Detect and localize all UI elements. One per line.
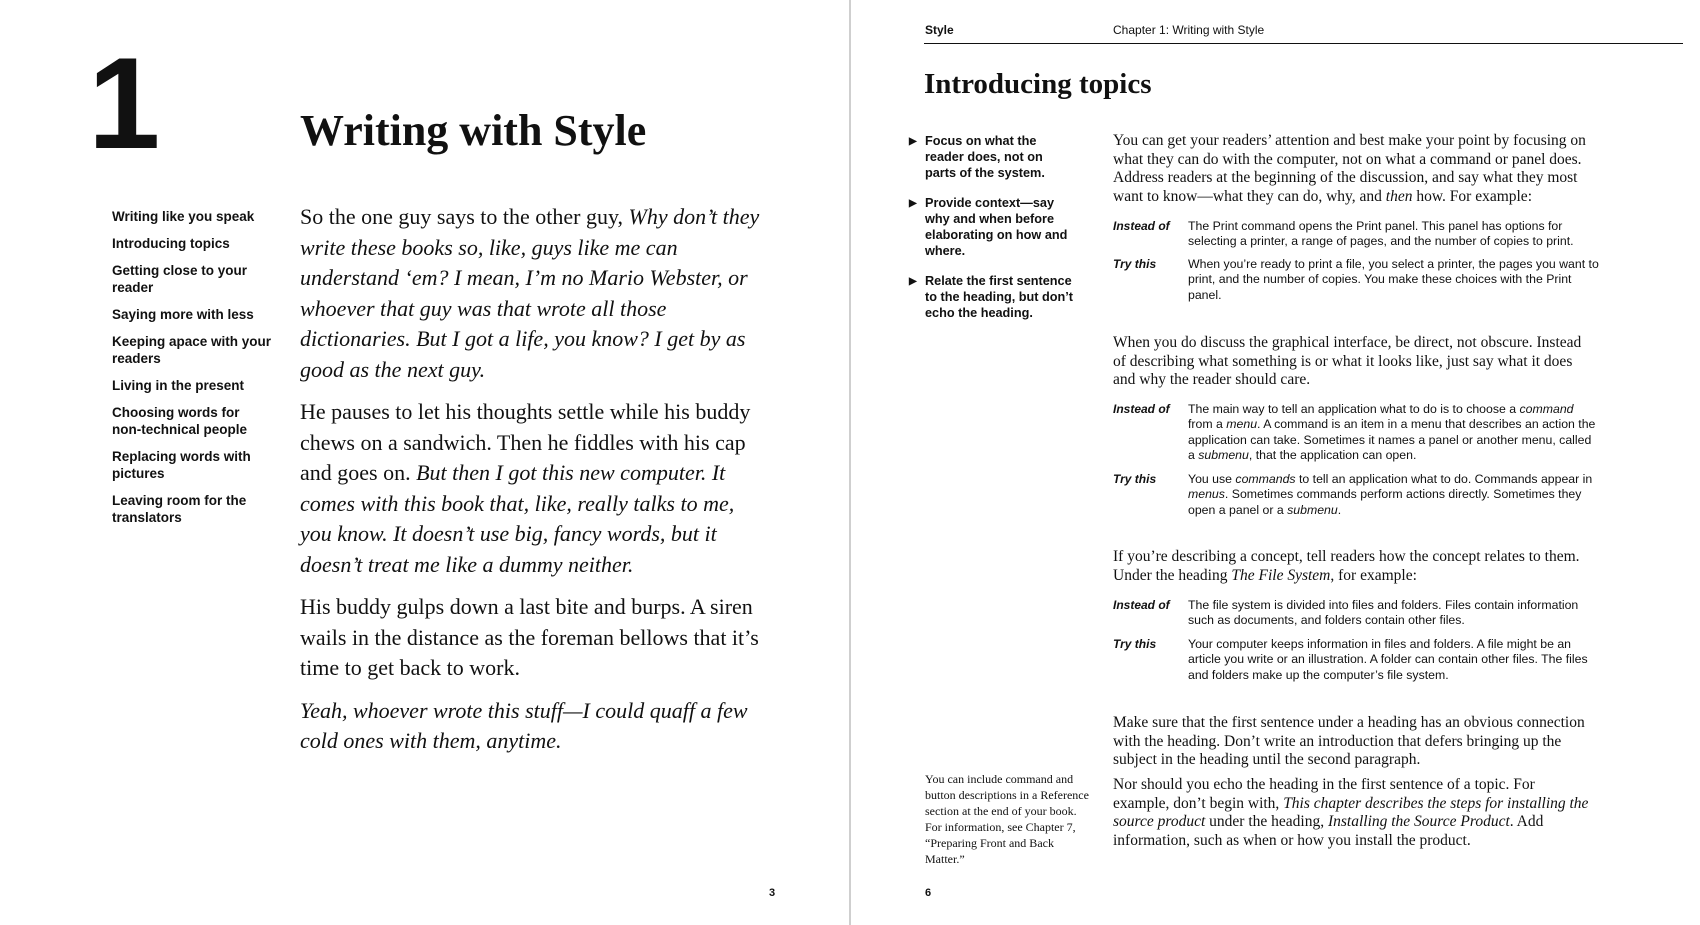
- text-run: .: [1337, 502, 1342, 517]
- gui-paragraph: [1113, 334, 1593, 390]
- text-run: to tell an application what to do. Commands appear in: [1295, 472, 1593, 486]
- first-sentence-text: Make sure that the first sentence under a heading has an obvious connection with the heading. Don’t write an introduction that defers bringing up the subject in the heading until the second paragraph.: [1113, 714, 1585, 768]
- try-this-label: Try this: [1113, 472, 1157, 486]
- example-text: [1188, 402, 1600, 463]
- example-text: [1188, 472, 1600, 518]
- text-emphasis: submenu: [1287, 502, 1338, 517]
- try-this-label: Try this: [1113, 637, 1157, 651]
- text-run: from a: [1188, 417, 1227, 432]
- toc-item[interactable]: Living in the present: [112, 378, 245, 393]
- story-paragraph-1: [300, 202, 770, 385]
- example-text: The Print command opens the Print panel. This panel has options for selecting a printer, a range of pages, and the number of copies to print.: [1188, 219, 1574, 249]
- text-run: The main way to tell an application what to do is to choose a: [1188, 402, 1520, 416]
- text-run: under the heading,: [1205, 813, 1328, 830]
- sidebar-note: You can include command and button descriptions in a Reference section at the end of your book. For information, see Chapter 7, “Preparing Front and Back Matter.”: [925, 772, 1089, 866]
- intro-text: [1113, 132, 1593, 206]
- text-run: You use: [1188, 472, 1236, 486]
- intro-emphasis: then: [1385, 187, 1413, 205]
- intro-paragraph: [1113, 132, 1593, 206]
- right-page: [851, 0, 1700, 925]
- instead-of-label: Instead of: [1113, 402, 1170, 416]
- intro-text-part: You can get your readers’ attention and best make your point by focusing on what they can do with the computer, not on what a command or panel does. Address readers at the beginning of the discussion, and say what they most want to know—what they can do, why, and: [1113, 132, 1586, 205]
- intro-text-part: how. For example:: [1412, 187, 1532, 205]
- running-header-chapter: Chapter 1: Writing with Style: [1113, 23, 1265, 37]
- running-header-section: Style: [925, 23, 954, 37]
- margin-note: [909, 133, 1077, 181]
- chapter-intro-story: [300, 202, 770, 769]
- first-sentence-paragraph: [1113, 714, 1593, 770]
- toc-item[interactable]: Replacing words with pictures: [112, 449, 251, 481]
- section-title: Introducing topics: [924, 68, 1152, 100]
- echo-paragraph: [1113, 776, 1593, 850]
- toc-item[interactable]: Choosing words for non-technical people: [112, 405, 248, 437]
- example-text: The file system is divided into files and folders. Files contain information such as documents, and folders contain other files.: [1188, 598, 1579, 628]
- text-emphasis: menu: [1226, 417, 1258, 432]
- text-emphasis: The File System: [1231, 566, 1331, 584]
- text-run: , that the application can open.: [1248, 447, 1417, 462]
- text-emphasis: menus: [1188, 487, 1225, 502]
- margin-notes: [909, 133, 1077, 335]
- story-paragraph-4: [300, 696, 770, 757]
- text-emphasis: submenu: [1198, 447, 1249, 462]
- header-rule: [924, 43, 1683, 44]
- chapter-contents-list: [112, 208, 272, 536]
- margin-note: [909, 195, 1077, 259]
- margin-note-text: Focus on what the reader does, not on parts of the system.: [925, 134, 1045, 180]
- chapter-number: 1: [88, 30, 157, 176]
- gui-text: When you do discuss the graphical interface, be direct, not obscure. Instead of describing what something is or what it looks like, just say what it does and why the reader should care.: [1113, 334, 1582, 388]
- triangle-bullet-icon: ▶: [909, 276, 917, 287]
- try-this-label: Try this: [1113, 257, 1157, 271]
- text-run: . Sometimes commands perform actions directly. Sometimes they open a panel or a: [1188, 487, 1582, 517]
- toc-item[interactable]: Writing like you speak: [112, 209, 255, 224]
- text-emphasis: commands: [1235, 472, 1296, 486]
- triangle-bullet-icon: ▶: [909, 136, 917, 147]
- text-run: , for example:: [1330, 566, 1417, 584]
- text-run: If you’re describing a concept, tell readers how the concept relates to them. Under the heading: [1113, 548, 1580, 584]
- toc-item[interactable]: Saying more with less: [112, 307, 254, 322]
- page-number: 3: [769, 887, 776, 899]
- story-quote: Yeah, whoever wrote this stuff—I could quaff a few cold ones with them, anytime.: [300, 697, 748, 753]
- text-run: . A command is an item in a menu that describes an action the application can take. Sometimes it names a panel or another menu, called a: [1188, 417, 1596, 462]
- toc-item[interactable]: Keeping apace with your readers: [112, 334, 272, 366]
- margin-note-text: Provide context—say why and when before elaborating on how and where.: [925, 196, 1068, 258]
- example-text: When you’re ready to print a file, you select a printer, the pages you want to print, and the number of copies. You make these choices with the Print panel.: [1188, 257, 1599, 302]
- echo-text: [1113, 776, 1593, 850]
- instead-of-label: Instead of: [1113, 598, 1170, 612]
- text-emphasis: Installing the Source Product: [1327, 813, 1510, 830]
- margin-note: [909, 273, 1077, 321]
- text-emphasis: This chapter describes the steps for installing the source product: [1113, 794, 1589, 830]
- concept-text: [1113, 548, 1593, 585]
- text-run: . Add information, such as when or how you install the product.: [1113, 813, 1544, 849]
- story-paragraph-3: His buddy gulps down a last bite and burps. A siren wails in the distance as the foreman bellows that it’s time to get back to work.: [300, 594, 759, 680]
- story-quote: But then I got this new computer. It comes with this book that, like, really talks to me, you know. It doesn’t use big, fancy words, but it doesn’t treat me like a dummy neither.: [300, 460, 735, 577]
- example-text: Your computer keeps information in files and folders. A file might be an article you write or an illustration. A folder can contain other files. The files and folders make up the computer’s file system.: [1188, 637, 1588, 682]
- margin-note-text: Relate the first sentence to the heading, but don’t echo the heading.: [925, 274, 1073, 320]
- instead-of-label: Instead of: [1113, 219, 1170, 233]
- toc-item[interactable]: Getting close to your reader: [112, 263, 248, 295]
- left-page: [0, 0, 849, 925]
- story-paragraph-2: [300, 397, 770, 580]
- story-text: So the one guy says to the other guy,: [300, 204, 629, 229]
- story-quote: Why don’t they write these books so, like, guys like me can understand ‘em? I mean, I’m no Mario Webster, or whoever that guy was that wrote all those dictionaries. But I got a life, you know? I get by as good as the next guy.: [300, 204, 760, 382]
- toc-item[interactable]: Leaving room for the translators: [112, 493, 247, 525]
- concept-paragraph: [1113, 548, 1593, 585]
- text-emphasis: command: [1519, 402, 1574, 416]
- chapter-title: Writing with Style: [300, 106, 647, 155]
- toc-item[interactable]: Introducing topics: [112, 236, 230, 251]
- text-run: Nor should you echo the heading in the first sentence of a topic. For example, don’t begin with,: [1113, 776, 1535, 812]
- page-number: 6: [925, 887, 932, 899]
- triangle-bullet-icon: ▶: [909, 198, 917, 209]
- story-text: He pauses to let his thoughts settle while his buddy chews on a sandwich. Then he fiddles with his cap and goes on.: [300, 399, 751, 485]
